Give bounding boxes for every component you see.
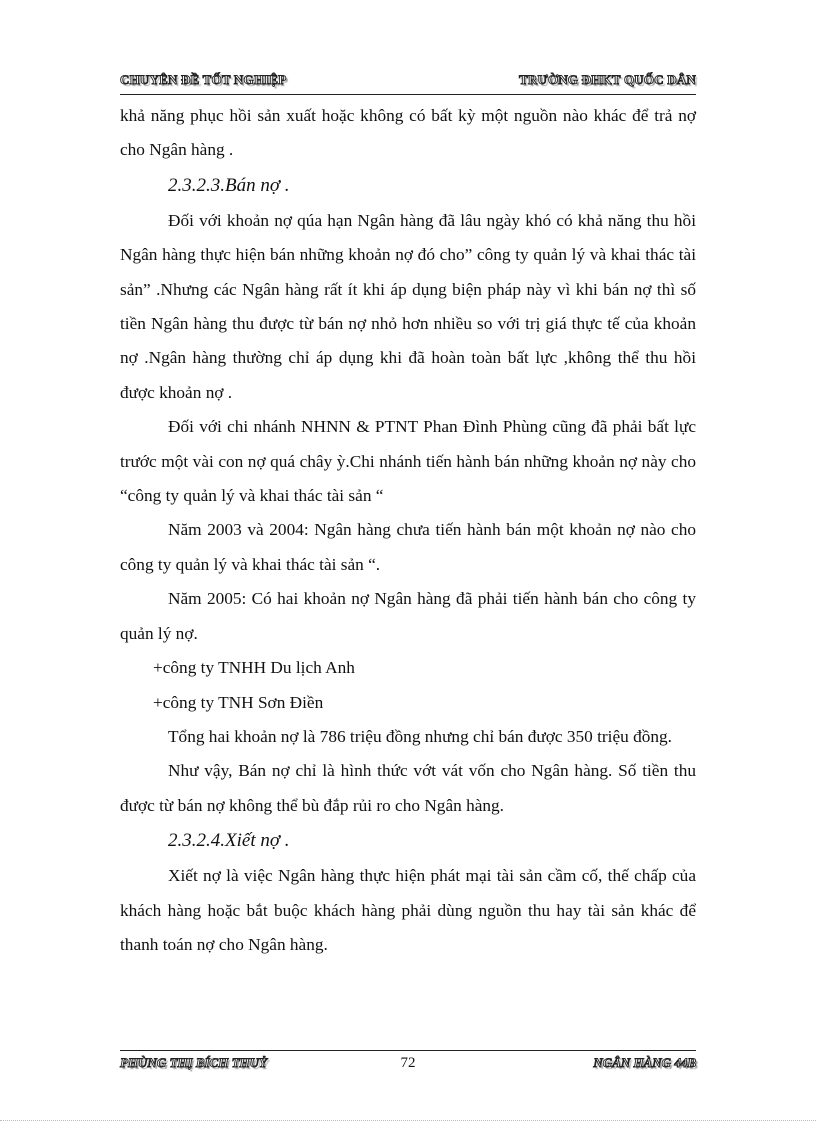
section-heading-ban-no: 2.3.2.3.Bán nợ . xyxy=(168,174,290,196)
page-footer xyxy=(120,1050,696,1077)
paragraph-continued: khả năng phục hồi sản xuất hoặc không có bất kỳ một nguồn nào khác để trả nợ cho Ngân hàng . xyxy=(120,106,696,160)
footer-class: NGÂN HÀNG 44B xyxy=(593,1055,696,1070)
paragraph: Đối với khoản nợ qúa hạn Ngân hàng đã lâu ngày khó có khả năng thu hồi Ngân hàng thực hiện bán những khoản nợ đó cho” công ty quản lý và khai thác tài sản” .Nhưng các Ngân hàng rất ít khi áp dụng biện pháp này vì khi bán nợ thì số tiền Ngân hàng thu được từ bán nợ nhỏ hơn nhiều so với trị giá thực tế của khoản nợ .Ngân hàng thường chỉ áp dụng khi đã hoàn toàn bất lực ,không thể thu hồi được khoản nợ . xyxy=(120,210,696,402)
paragraph: Tổng hai khoản nợ là 786 triệu đồng nhưng chỉ bán được 350 triệu đồng. xyxy=(168,726,672,746)
paragraph: Xiết nợ là việc Ngân hàng thực hiện phát mại tài sản cầm cố, thế chấp của khách hàng hoặc bắt buộc khách hàng phải dùng nguồn thu hay tài sản khác để thanh toán nợ cho Ngân hàng. xyxy=(120,866,696,954)
paragraph: Năm 2005: Có hai khoản nợ Ngân hàng đã phải tiến hành bán cho công ty quản lý nợ. xyxy=(120,589,696,643)
list-item: +công ty TNH Sơn Điền xyxy=(153,692,324,712)
footer-author: PHÙNG THỊ BÍCH THUỶ xyxy=(120,1055,267,1070)
page-divider xyxy=(0,1120,816,1121)
page-header xyxy=(120,72,696,95)
header-left-text: CHUYÊN ĐỀ TỐT NGHIỆP xyxy=(120,72,287,87)
section-heading-xiet-no: 2.3.2.4.Xiết nợ . xyxy=(168,830,290,852)
paragraph: Đối với chi nhánh NHNN & PTNT Phan Đình Phùng cũng đã phải bất lực trước một vài con nợ quá chây ỳ.Chi nhánh tiến hành bán những khoản nợ này cho “công ty quản lý và khai thác tài sản “ xyxy=(120,417,696,506)
document-body xyxy=(120,99,696,962)
paragraph: Như vậy, Bán nợ chỉ là hình thức vớt vát vốn cho Ngân hàng. Số tiền thu được từ bán nợ không thể bù đắp rủi ro cho Ngân hàng. xyxy=(120,761,696,815)
list-item: +công ty TNHH Du lịch Anh xyxy=(153,658,355,678)
page-number: 72 xyxy=(400,1055,416,1071)
header-right-text: TRƯỜNG ĐHKT QUỐC DÂN xyxy=(519,72,696,87)
paragraph: Năm 2003 và 2004: Ngân hàng chưa tiến hành bán một khoản nợ nào cho công ty quản lý và khai thác tài sản “. xyxy=(120,520,696,574)
